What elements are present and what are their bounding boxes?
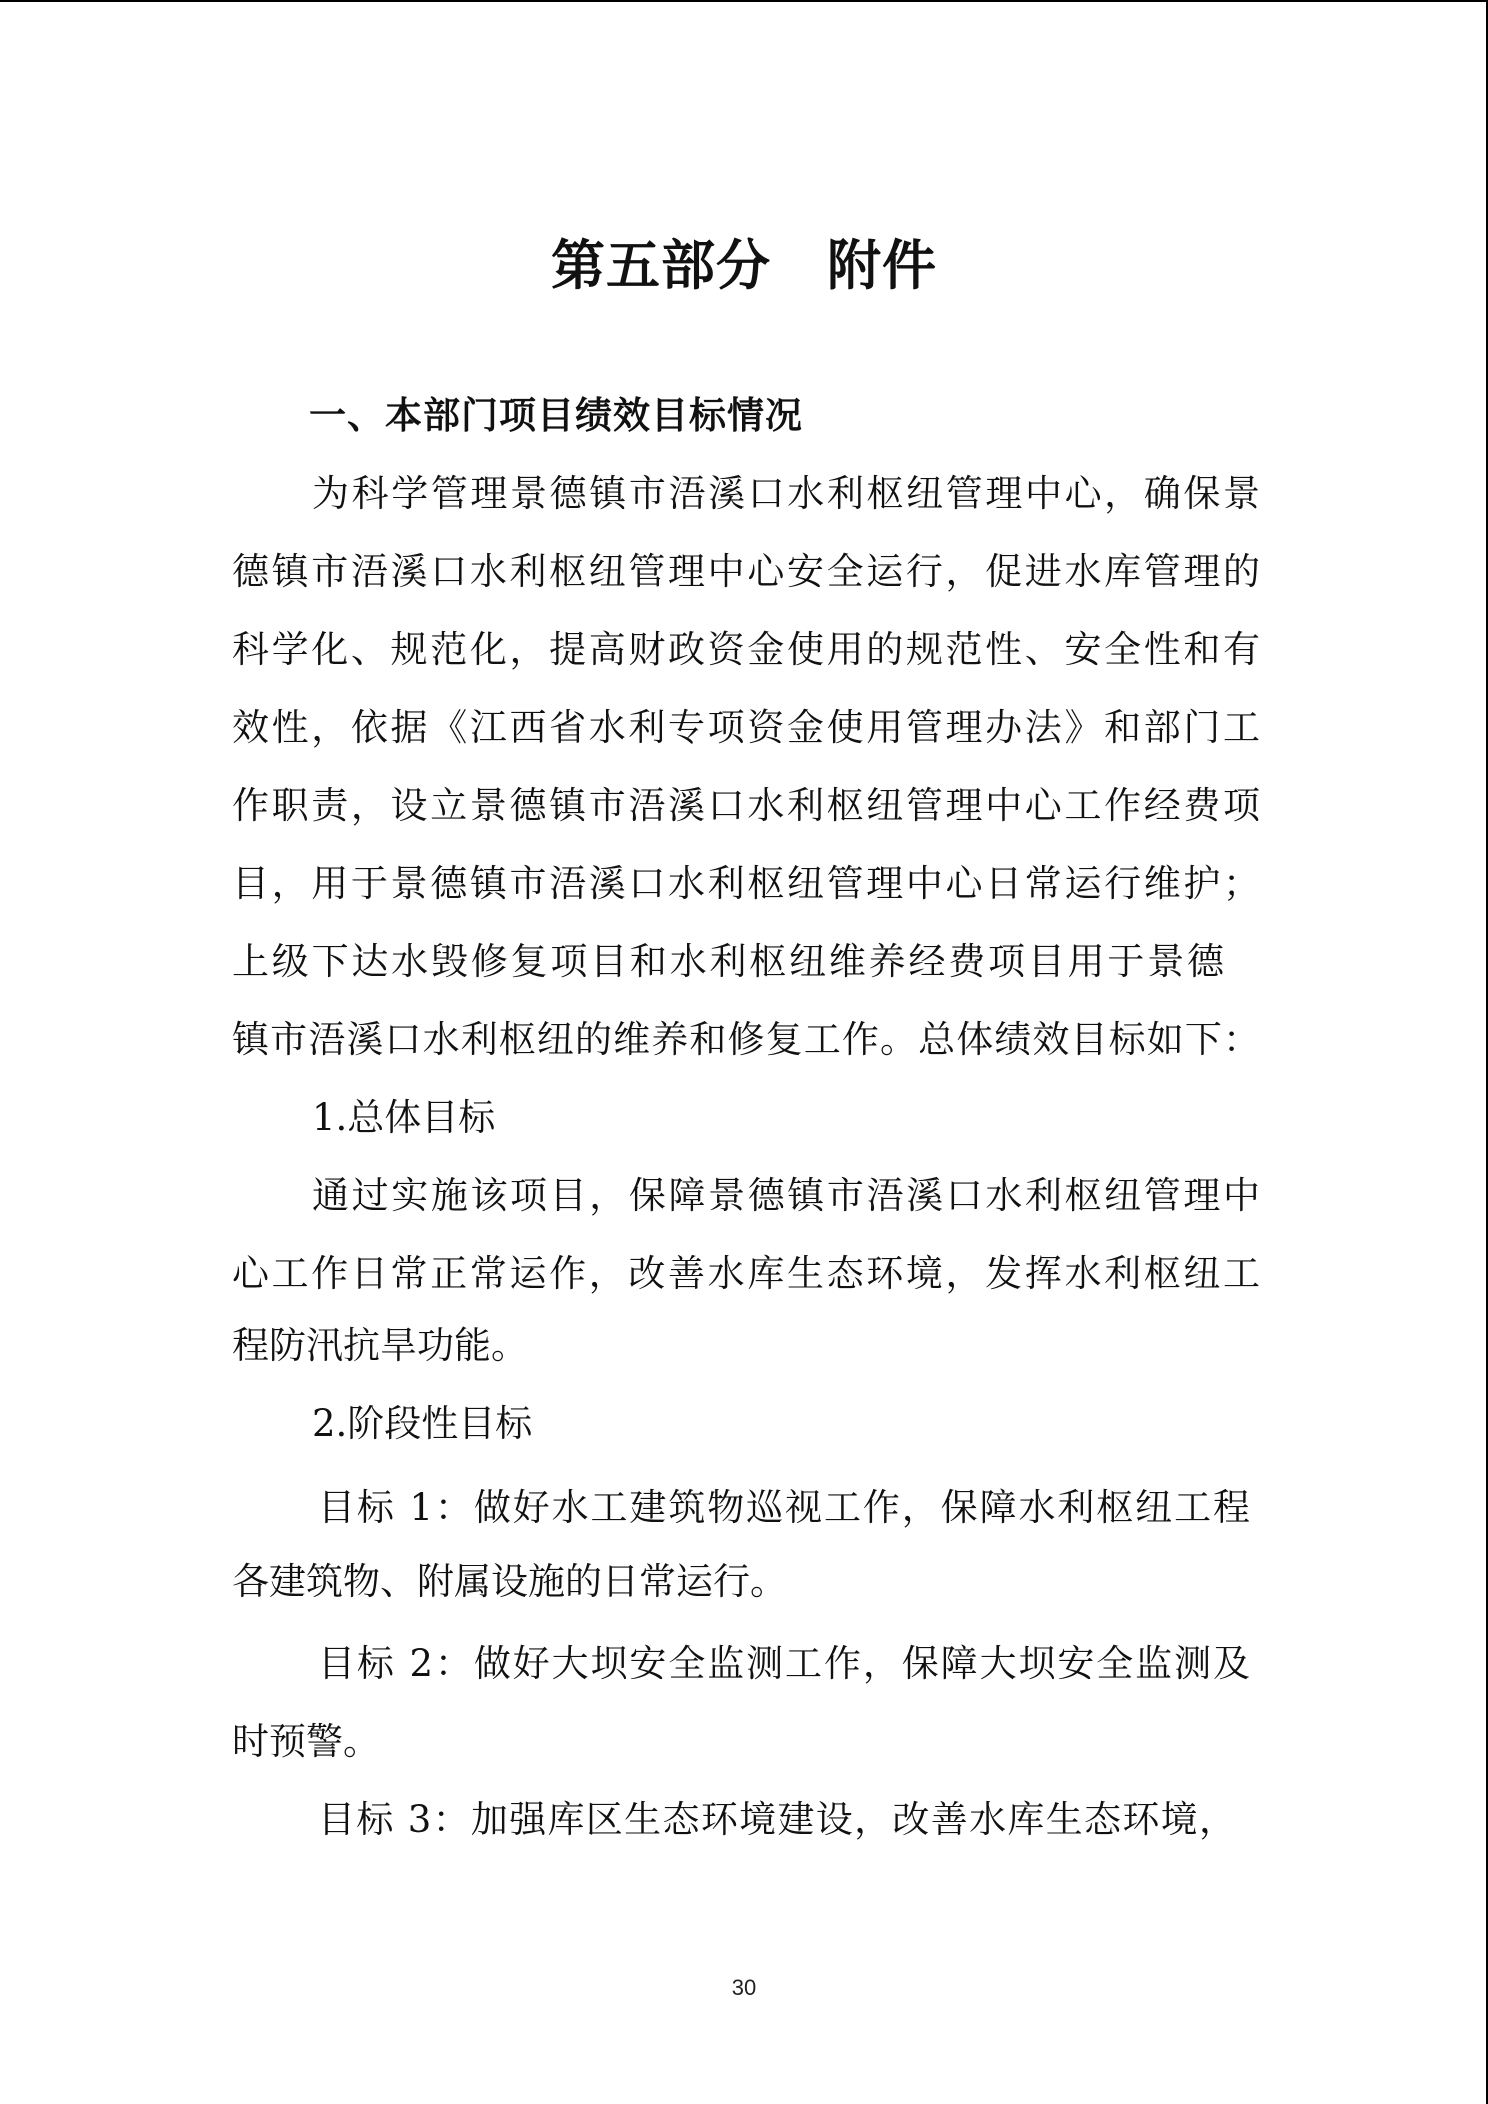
page-title-attachment: 附件 — [827, 233, 937, 297]
section-heading: 一、本部门项目绩效目标情况 — [309, 394, 803, 437]
paragraph-1-line: 科学化、规范化，提高财政资金使用的规范性、安全性和有 — [232, 628, 1260, 671]
target-3-line: 目标 3：加强库区生态环境建设，改善水库生态环境， — [318, 1798, 1236, 1841]
paragraph-2-line: 程防汛抗旱功能。 — [232, 1324, 528, 1367]
paragraph-1-line: 为科学管理景德镇市浯溪口水利枢纽管理中心，确保景 — [312, 472, 1260, 515]
paragraph-1-line: 德镇市浯溪口水利枢纽管理中心安全运行，促进水库管理的 — [232, 550, 1260, 593]
paragraph-1-line: 镇市浯溪口水利枢纽的维养和修复工作。总体绩效目标如下： — [232, 1018, 1260, 1061]
paragraph-1-line: 作职责，设立景德镇市浯溪口水利枢纽管理中心工作经费项 — [232, 784, 1260, 827]
target-2-line: 时预警。 — [232, 1720, 380, 1763]
paragraph-1-line: 上级下达水毁修复项目和水利枢纽维养经费项目用于景德 — [232, 940, 1224, 983]
target-1-line: 各建筑物、附属设施的日常运行。 — [232, 1560, 787, 1603]
subheading-overall-goal: 1.总体目标 — [312, 1096, 496, 1139]
target-2-line: 目标 2：做好大坝安全监测工作，保障大坝安全监测及 — [318, 1642, 1250, 1685]
paragraph-1-line: 目，用于景德镇市浯溪口水利枢纽管理中心日常运行维护； — [232, 862, 1260, 905]
page-title — [0, 230, 1488, 300]
paragraph-1-line: 效性，依据《江西省水利专项资金使用管理办法》和部门工 — [232, 706, 1260, 749]
paragraph-2-line: 心工作日常正常运作，改善水库生态环境，发挥水利枢纽工 — [232, 1252, 1260, 1295]
page-title-part: 第五部分 — [551, 233, 771, 297]
page-number: 30 — [731, 1975, 757, 2000]
target-1-line: 目标 1：做好水工建筑物巡视工作，保障水利枢纽工程 — [318, 1486, 1250, 1529]
paragraph-2-line: 通过实施该项目，保障景德镇市浯溪口水利枢纽管理中 — [312, 1174, 1260, 1217]
subheading-stage-goal: 2.阶段性目标 — [312, 1402, 533, 1445]
